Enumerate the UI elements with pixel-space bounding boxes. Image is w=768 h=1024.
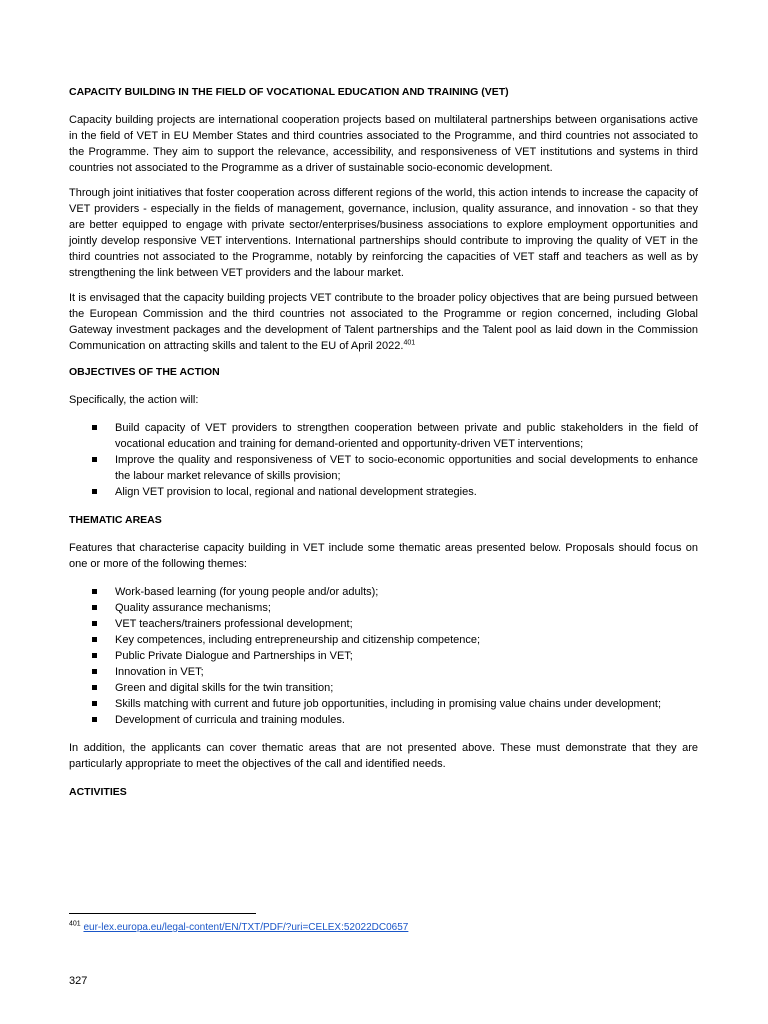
list-item-text: Align VET provision to local, regional and national development strategies. <box>115 486 477 498</box>
list-item <box>69 420 698 452</box>
square-bullet-icon <box>92 717 97 722</box>
objectives-list <box>69 420 698 500</box>
section-heading-thematic-areas: THEMATIC AREAS <box>69 514 162 526</box>
list-item-text: VET teachers/trainers professional development; <box>115 618 353 630</box>
thematic-list <box>69 584 698 728</box>
square-bullet-icon <box>92 589 97 594</box>
square-bullet-icon <box>92 489 97 494</box>
list-item-text: Development of curricula and training modules. <box>115 714 345 726</box>
list-item-text: Green and digital skills for the twin transition; <box>115 682 334 694</box>
thematic-intro: Features that characterise capacity building in VET include some thematic areas presented below. Proposals should focus on one or more of the following themes: <box>69 542 698 570</box>
list-item-text: Quality assurance mechanisms; <box>115 602 271 614</box>
page-content <box>69 84 698 812</box>
intro-paragraph-2: Through joint initiatives that foster cooperation across different regions of the world, this action intends to increase the capacity of VET providers - especially in the fields of management, governance, inclusion, quality assurance, and innovation - so that they are better equipped to engage with private sector/enterprises/business associations to explore employment opportunities and jointly develop responsive VET interventions. International partnerships should contribute to improving the quality of VET in the third countries not associated to the Programme, notably by reinforcing the capacities of VET staff and teachers as well as by strengthening the link between VET providers and the labour market. <box>69 187 698 279</box>
square-bullet-icon <box>92 425 97 430</box>
footnote-divider <box>69 913 256 914</box>
square-bullet-icon <box>92 621 97 626</box>
list-item-text: Build capacity of VET providers to strengthen cooperation between private and public stakeholders in the field of vocational education and training for demand-oriented and opportunity-driven VET interventions; <box>115 422 698 450</box>
page-number: 327 <box>69 975 88 987</box>
list-item <box>69 712 698 728</box>
list-item <box>69 632 698 648</box>
list-item-text: Public Private Dialogue and Partnerships in VET; <box>115 650 353 662</box>
square-bullet-icon <box>92 653 97 658</box>
square-bullet-icon <box>92 457 97 462</box>
square-bullet-icon <box>92 637 97 642</box>
square-bullet-icon <box>92 669 97 674</box>
list-item <box>69 452 698 484</box>
square-bullet-icon <box>92 701 97 706</box>
footnote-number: 401 <box>69 920 81 928</box>
section-heading-objectives: OBJECTIVES OF THE ACTION <box>69 366 220 378</box>
section-heading-capacity-building: CAPACITY BUILDING IN THE FIELD OF VOCATIONAL EDUCATION AND TRAINING (VET) <box>69 86 509 98</box>
footnote-reference[interactable]: 401 <box>403 339 416 347</box>
list-item-text: Work-based learning (for young people and/or adults); <box>115 586 379 598</box>
footnote <box>69 921 408 935</box>
list-item <box>69 600 698 616</box>
list-item-text: Key competences, including entrepreneurship and citizenship competence; <box>115 634 481 646</box>
thematic-outro: In addition, the applicants can cover thematic areas that are not presented above. These must demonstrate that they are particularly appropriate to meet the objectives of the call and identified needs. <box>69 742 698 770</box>
objectives-intro: Specifically, the action will: <box>69 394 199 406</box>
footnote-link[interactable]: eur-lex.europa.eu/legal-content/EN/TXT/PDF/?uri=CELEX:52022DC0657 <box>83 922 409 933</box>
list-item <box>69 680 698 696</box>
list-item <box>69 484 698 500</box>
list-item <box>69 584 698 600</box>
intro-paragraph-3-text: It is envisaged that the capacity building projects VET contribute to the broader policy objectives that are being pursued between the European Commission and the third countries not associated to the Programme or region concerned, including Global Gateway investment packages and the development of Talent partnerships and the Talent pool as laid down in the Commission Communication on attracting skills and talent to the EU of April 2022. <box>69 292 698 352</box>
intro-paragraph-3 <box>69 290 698 354</box>
square-bullet-icon <box>92 605 97 610</box>
section-heading-activities: ACTIVITIES <box>69 786 127 798</box>
list-item-text: Innovation in VET; <box>115 666 204 678</box>
list-item-text: Improve the quality and responsiveness of VET to socio-economic opportunities and social developments to enhance the labour market relevance of skills provision; <box>115 454 698 482</box>
list-item-text: Skills matching with current and future job opportunities, including in promising value chains under development; <box>115 698 662 710</box>
list-item <box>69 648 698 664</box>
square-bullet-icon <box>92 685 97 690</box>
list-item <box>69 664 698 680</box>
intro-paragraph-1: Capacity building projects are international cooperation projects based on multilateral partnerships between organisations active in the field of VET in EU Member States and third countries associated to the Programme, and third countries not associated to the Programme. They aim to support the relevance, accessibility, and responsiveness of VET institutions and systems in third countries not associated to the Programme as a driver of sustainable socio-economic development. <box>69 114 698 174</box>
list-item <box>69 696 698 712</box>
list-item <box>69 616 698 632</box>
